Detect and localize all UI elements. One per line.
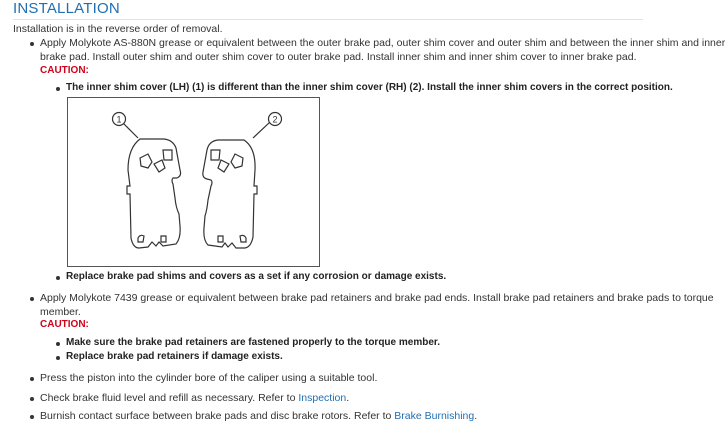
bullet-caution-1a [56, 87, 60, 91]
step-2-line-2: member. [40, 306, 81, 318]
caution-2-item-1: Make sure the brake pad retainers are fastened properly to the torque member. [66, 337, 441, 348]
caution-2-item-2: Replace brake pad retainers if damage exists. [66, 351, 283, 362]
bullet-step-5 [30, 415, 34, 419]
bullet-step-3 [30, 377, 34, 381]
step-4-text: Check brake fluid level and refill as necessary. Refer to [40, 392, 299, 404]
bullet-caution-2b [56, 356, 60, 360]
caution-label-2: CAUTION: [40, 319, 89, 330]
step-5-suffix: . [474, 410, 478, 422]
figure-callout-2: 2 [272, 114, 278, 125]
brake-burnishing-link[interactable]: Brake Burnishing [394, 410, 475, 422]
heading-divider [13, 19, 643, 20]
caution-label-1: CAUTION: [40, 65, 89, 76]
inspection-link[interactable]: Inspection [298, 392, 347, 404]
bullet-caution-1b [56, 276, 60, 280]
step-4-line [40, 391, 349, 405]
step-3-text: Press the piston into the cylinder bore of the caliper using a suitable tool. [40, 372, 378, 384]
step-1-line-2: brake pad. Install outer shim and outer shim cover to outer brake pad. Install inner shim and inner shim cover to inner brake pad. [40, 51, 637, 63]
bullet-caution-2a [56, 342, 60, 346]
step-5-line [40, 409, 477, 423]
shim-cover-figure [67, 97, 320, 267]
bullet-step-2 [30, 297, 34, 301]
bullet-step-4 [30, 397, 34, 401]
section-heading: INSTALLATION [13, 0, 120, 17]
intro-text: Installation is in the reverse order of removal. [13, 23, 223, 35]
step-1-line-1: Apply Molykote AS-880N grease or equivalent between the outer brake pad, outer shim cover and outer shim and between the inner shim and inner [40, 37, 725, 49]
bullet-step-1 [30, 42, 34, 46]
figure-callout-1: 1 [116, 114, 122, 125]
caution-1-item-2: Replace brake pad shims and covers as a set if any corrosion or damage exists. [66, 271, 447, 282]
step-2-line-1: Apply Molykote 7439 grease or equivalent between brake pad retainers and brake pad ends. Install brake pad retainers and brake pads to torque [40, 292, 714, 304]
step-4-suffix: . [346, 392, 350, 404]
shim-cover-illustration [68, 98, 319, 266]
step-5-text: Burnish contact surface between brake pads and disc brake rotors. Refer to [40, 410, 395, 422]
caution-1-item-1: The inner shim cover (LH) (1) is different than the inner shim cover (RH) (2). Install the inner shim covers in the correct position. [66, 82, 673, 93]
